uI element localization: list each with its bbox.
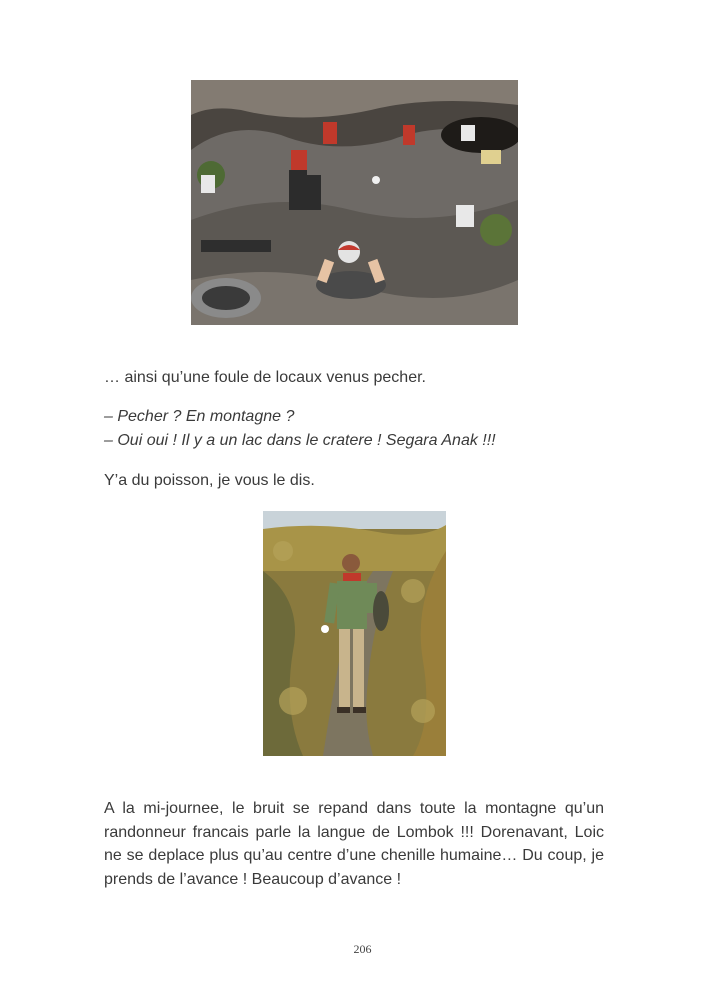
paragraph-1: … ainsi qu’une foule de locaux venus pecher. xyxy=(104,369,426,386)
dialogue-line-2: – Oui oui ! Il y a un lac dans le cratere ! Segara Anak !!! xyxy=(104,432,496,449)
dialogue xyxy=(104,405,604,453)
paragraph-3: A la mi-journee, le bruit se repand dans toute la montagne qu’un randonneur francais parle la langue de Lombok !!! Dorenavant, Loic ne se deplace plus qu’au centre d’une chenille humaine… Du coup, je prends de l’avance ! Beaucoup d’avance ! xyxy=(104,800,604,888)
photo-hikers-resting xyxy=(191,80,518,325)
dialogue-line-1: – Pecher ? En montagne ? xyxy=(104,408,295,425)
page-number: 206 xyxy=(353,942,372,956)
paragraph-2: Y’a du poisson, je vous le dis. xyxy=(104,472,315,489)
photo-fisherman-with-catch xyxy=(263,511,446,756)
